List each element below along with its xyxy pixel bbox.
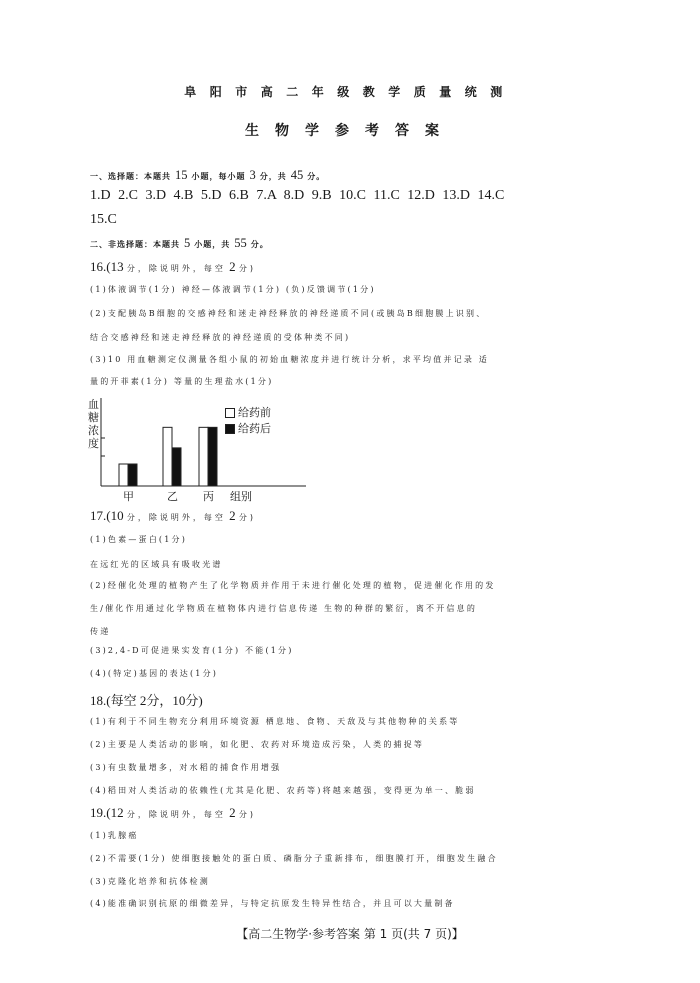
q19-head-num: 19.(12 xyxy=(90,805,124,820)
chart-ylabel: 血糖浓度 xyxy=(88,398,99,450)
q18-line4: (4)稻田对人类活动的依赖性(尤其是化肥、农药等)将越来越强，变得更为单一、脆弱 xyxy=(90,786,476,795)
legend-after xyxy=(225,420,271,436)
page-title: 阜阳市高二年级教学质量统测 xyxy=(184,85,516,99)
bars-group xyxy=(119,427,217,486)
q17-line2: 在远红光的区域具有吸收光谱 xyxy=(90,560,223,569)
q19-head-end: 分) xyxy=(238,810,256,819)
legend-after-label: 给药后 xyxy=(238,422,271,435)
part2-heading-suffix: 分。 xyxy=(250,239,269,249)
q16-head-num: 16.(13 xyxy=(90,259,124,274)
q18-line2: (2)主要是人类活动的影响，如化肥、农药对环境造成污染，人类的捕捉等 xyxy=(90,740,425,749)
q16-line3: 结合交感神经和迷走神经释放的神经递质的受体种类不同) xyxy=(90,333,351,342)
page-subtitle: 生物学参考答案 xyxy=(245,123,455,139)
q17-head-end: 分) xyxy=(238,513,256,522)
q19-line2: (2)不需要(1分) 使细胞接触处的蛋白质、磷脂分子重新排布，细胞膜打开，细胞发生融合 xyxy=(90,854,498,863)
bar-甲-给药前 xyxy=(119,464,128,486)
q16-line2: (2)支配胰岛B细胞的交感神经和迷走神经释放的神经递质不同(或胰岛B细胞膜上识别、 xyxy=(90,309,487,318)
part2-heading xyxy=(90,236,269,251)
blood-glucose-chart xyxy=(86,398,306,502)
part1-score-each: 3 xyxy=(249,168,256,182)
q17-line5: 传递 xyxy=(90,627,111,636)
bar-甲-给药后 xyxy=(128,464,137,486)
bar-乙-给药前 xyxy=(163,427,172,486)
q17-head-rest: 分，除说明外，每空 xyxy=(126,513,226,522)
legend-before xyxy=(225,404,271,420)
part1-count: 15 xyxy=(175,168,188,182)
part1-heading-prefix: 一、选择题：本题共 xyxy=(90,171,171,181)
q16-head-score: 2 xyxy=(229,259,236,274)
part1-heading-mid2: 分，共 xyxy=(259,171,287,181)
bar-乙-给药后 xyxy=(172,448,181,486)
page-footer: 【高二生物学·参考答案 第 1 页(共 7 页)】 xyxy=(236,927,464,941)
x-tick-label-0: 甲 xyxy=(123,490,134,503)
part1-answers-line1: 1.D 2.C 3.D 4.B 5.D 6.B 7.A 8.D 9.B 10.C 11.C 12.D 13.D 14.C xyxy=(90,188,505,203)
part1-heading-suffix: 分。 xyxy=(307,171,326,181)
chart-svg xyxy=(86,398,306,502)
q16-head-rest: 分，除说明外，每空 xyxy=(126,264,226,273)
q17-line7: (4)(特定)基因的表达(1分) xyxy=(90,669,219,678)
part1-total: 45 xyxy=(290,168,304,182)
q16-line5: 量的开菲素(1分) 等量的生理盐水(1分) xyxy=(90,377,274,386)
chart-xlabel: 组别 xyxy=(230,490,252,503)
part2-heading-prefix: 二、非选择题：本题共 xyxy=(90,239,180,249)
bar-丙-给药前 xyxy=(199,427,208,486)
q18-line1: (1)有利于不同生物充分利用环境资源 栖息地、食物、天敌及与其他物种的关系等 xyxy=(90,717,460,726)
bar-丙-给药后 xyxy=(208,427,217,486)
q19-line4: (4)能准确识别抗原的细微差异，与特定抗原发生特异性结合，并且可以大量制备 xyxy=(90,899,455,908)
legend-after-swatch xyxy=(225,424,235,434)
q17-heading xyxy=(90,508,256,524)
q18-line3: (3)有虫数量增多，对水稻的捕食作用增强 xyxy=(90,763,282,772)
q18-heading: 18.(每空 2分，10分) xyxy=(90,693,203,708)
q17-line4: 生/催化作用通过化学物质在植物体内进行信息传递 生物的种群的繁衍，离不开信息的 xyxy=(90,604,478,613)
x-tick-label-2: 丙 xyxy=(203,490,214,503)
q19-head-score: 2 xyxy=(229,805,236,820)
q17-line3: (2)经催化处理的植物产生了化学物质并作用于未进行催化处理的植物，促进催化作用的发 xyxy=(90,581,496,590)
q16-heading xyxy=(90,259,256,275)
x-tick-label-1: 乙 xyxy=(167,490,178,503)
q17-head-num: 17.(10 xyxy=(90,508,124,523)
legend-before-swatch xyxy=(225,408,235,418)
q16-line1: (1)体液调节(1分) 神经—体液调节(1分) (负)反馈调节(1分) xyxy=(90,285,376,294)
part2-heading-mid: 小题，共 xyxy=(194,239,231,249)
q16-line4: (3)10 用血糖测定仪测量各组小鼠的初始血糖浓度并进行统计分析，求平均值并记录 适 xyxy=(90,355,489,364)
q17-head-score: 2 xyxy=(229,508,236,523)
q17-line1: (1)色素—蛋白(1分) xyxy=(90,535,188,544)
q19-head-rest: 分，除说明外，每空 xyxy=(126,810,226,819)
part1-heading xyxy=(90,168,325,183)
q19-line1: (1)乳腺癌 xyxy=(90,831,139,840)
q17-line6: (3)2,4-D可促进果实发育(1分) 不能(1分) xyxy=(90,646,294,655)
part1-answers-line2: 15.C xyxy=(90,212,117,227)
part2-total: 55 xyxy=(234,236,247,250)
q16-head-end: 分) xyxy=(238,264,256,273)
part1-heading-mid: 小题，每小题 xyxy=(191,171,246,181)
q19-line3: (3)克隆化培养和抗体检测 xyxy=(90,877,210,886)
legend-before-label: 给药前 xyxy=(238,406,271,419)
part2-count: 5 xyxy=(184,236,191,250)
q19-heading xyxy=(90,805,256,821)
